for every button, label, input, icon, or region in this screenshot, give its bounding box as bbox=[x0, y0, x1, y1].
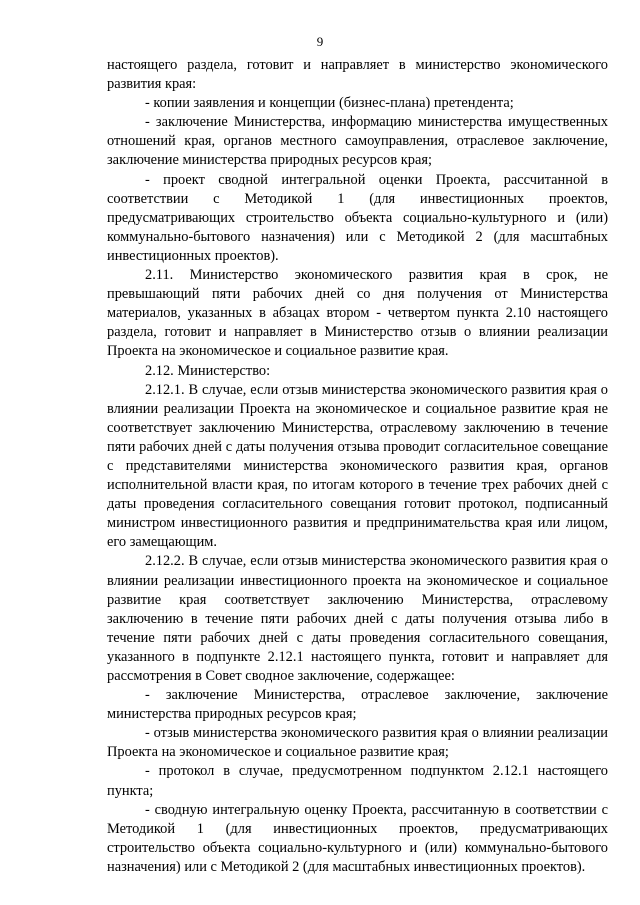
list-item-conclusions: - заключение Министерства, информацию министерства имущественных отношений края, органов местного самоуправления, отраслевое заключение, заключение министерства природных ресурсов края; bbox=[107, 114, 608, 169]
paragraph-continuation: настоящего раздела, готовит и направляет в министерство экономического развития края: bbox=[107, 57, 608, 93]
list-item-review: - отзыв министерства экономического развития края о влиянии реализации Проекта на экономическое и социальное развитие края; bbox=[107, 725, 608, 761]
clause-2-12: 2.12. Министерство: bbox=[145, 362, 271, 379]
list-item-protocol: - протокол в случае, предусмотренном подпунктом 2.12.1 настоящего пункта; bbox=[107, 763, 608, 799]
clause-2-12-1: 2.12.1. В случае, если отзыв министерства экономического развития края о влиянии реализации Проекта на экономическое и социальное развитие края не соответствует заключению Министерства, отраслевому заключению в течение пяти рабочих дней с даты получения отзыва проводит согласительное совещание с представителями министерства экономического развития края, органов исполнительной власти края, по итогам которого в течение трех рабочих дней с даты проведения согласительного совещания готовит протокол, подписанный министром инвестиционного развития и предпринимательства края или лицом, его замещающим. bbox=[107, 381, 608, 551]
clause-2-11: 2.11. Министерство экономического развития края в срок, не превышающий пяти рабочих дней со дня получения от Министерства материалов, указанных в абзацах втором - четвертом пункта 2.10 настоящего раздела, готовит и направляет в Министерство отзыв о влиянии реализации Проекта на экономическое и социальное развитие края. bbox=[107, 267, 608, 360]
clause-2-12-2: 2.12.2. В случае, если отзыв министерства экономического развития края о влиянии реализации инвестиционного проекта на экономическое и социальное развитие края соответствует заключению Министерства, отраслевому заключению в течение пяти рабочих дней с даты получения отзыва либо в течение пяти рабочих дней с даты проведения согласительного совещания, указанного в подпункте 2.12.1 настоящего пункта, готовит и направляет для рассмотрения в Совет сводное заключение, содержащее: bbox=[107, 553, 608, 684]
list-item-draft-assessment: - проект сводной интегральной оценки Проекта, рассчитанной в соответствии с Методикой 1 (для инвестиционных проектов, предусматривающих строительство объекта социально-культурного и (или) коммунально-бытового назначения) или с Методикой 2 (для масштабных инвестиционных проектов). bbox=[107, 171, 608, 264]
document-body bbox=[107, 56, 608, 877]
list-item-integral-assessment: - сводную интегральную оценку Проекта, рассчитанную в соответствии с Методикой 1 (для инвестиционных проектов, предусматривающих строительство объекта социально-культурного и (или) коммунально-бытового назначения) или с Методикой 2 (для масштабных инвестиционных проектов). bbox=[107, 801, 608, 875]
list-item-ministry-conclusion: - заключение Министерства, отраслевое заключение, заключение министерства природных ресурсов края; bbox=[107, 687, 608, 723]
page-number: 9 bbox=[316, 34, 324, 49]
list-item-application-copies: - копии заявления и концепции (бизнес-плана) претендента; bbox=[145, 95, 514, 112]
